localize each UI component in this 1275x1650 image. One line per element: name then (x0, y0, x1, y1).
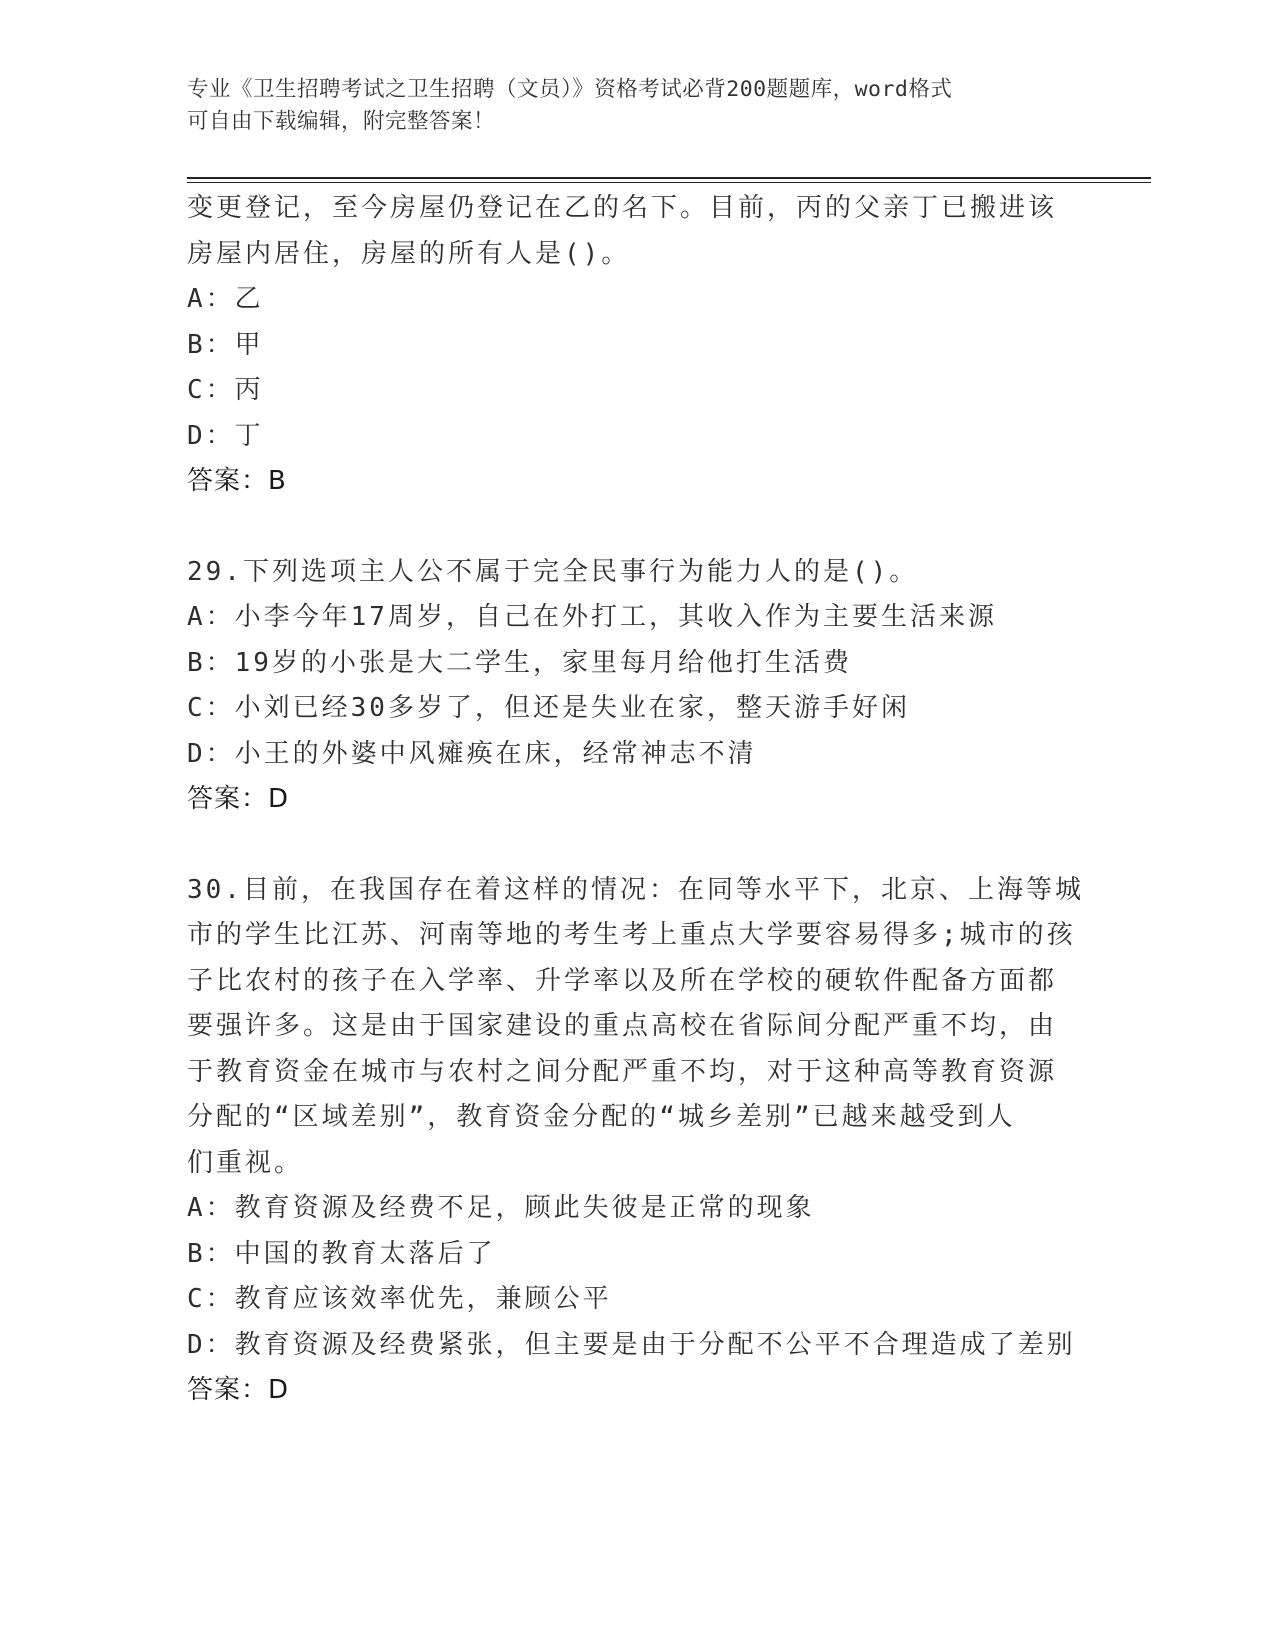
header-divider-thin (187, 182, 1151, 183)
option-d: D：教育资源及经费紧张，但主要是由于分配不公平不合理造成了差别 (187, 1329, 1076, 1360)
option-b: B：19岁的小张是大二学生，家里每月给他打生活费 (187, 647, 852, 678)
question-29 (187, 550, 1087, 823)
page-header (187, 74, 1067, 138)
option-a: A：乙 (187, 284, 264, 314)
question-stem-line: 市的学生比江苏、河南等地的考生考上重点大学要容易得多;城市的孩 (187, 920, 1076, 950)
question-stem-line: 分配的“区域差别”，教育资金分配的“城乡差别”已越来越受到人 (187, 1102, 1016, 1132)
question-stem-line: 于教育资金在城市与农村之间分配严重不均，对于这种高等教育资源 (187, 1056, 1058, 1087)
answer-line: 答案：B (187, 466, 287, 496)
option-d: D：小王的外婆中风瘫痪在床，经常神志不清 (187, 738, 757, 769)
question-stem-line: 30.目前，在我国存在着这样的情况：在同等水平下，北京、上海等城 (187, 874, 1084, 905)
option-a: A：小李今年17周岁，自己在外打工，其收入作为主要生活来源 (187, 602, 997, 632)
option-d: D：丁 (187, 420, 264, 451)
question-stem-line: 变更登记，至今房屋仍登记在乙的名下。目前，丙的父亲丁已搬进该 (187, 193, 1058, 223)
option-c: C：丙 (187, 375, 264, 405)
question-content (187, 186, 1087, 1414)
option-b: B：甲 (187, 329, 264, 360)
header-title-line-1: 专业《卫生招聘考试之卫生招聘（文员）》资格考试必背200题题库，word格式 (187, 77, 953, 102)
question-stem-line: 们重视。 (187, 1147, 304, 1178)
question-28 (187, 186, 1087, 505)
option-a: A：教育资源及经费不足，顾此失彼是正常的现象 (187, 1193, 815, 1223)
question-stem-line: 29.下列选项主人公不属于完全民事行为能力人的是()。 (187, 556, 919, 587)
answer-line: 答案：D (187, 1375, 290, 1405)
header-divider-thick (187, 177, 1151, 179)
option-c: C：小刘已经30多岁了，但还是失业在家，整天游手好闲 (187, 693, 910, 723)
question-30 (187, 868, 1087, 1414)
question-stem-line: 要强许多。这是由于国家建设的重点高校在省际间分配严重不均，由 (187, 1011, 1058, 1041)
question-spacer (187, 823, 1087, 868)
question-spacer (187, 505, 1087, 550)
question-stem-line: 子比农村的孩子在入学率、升学率以及所在学校的硬软件配备方面都 (187, 965, 1058, 996)
option-c: C：教育应该效率优先，兼顾公平 (187, 1284, 612, 1314)
header-title-line-2: 可自由下载编辑，附完整答案！ (187, 109, 496, 134)
answer-line: 答案：D (187, 784, 290, 814)
question-stem-line: 房屋内居住，房屋的所有人是()。 (187, 238, 631, 269)
option-b: B：中国的教育太落后了 (187, 1238, 496, 1269)
